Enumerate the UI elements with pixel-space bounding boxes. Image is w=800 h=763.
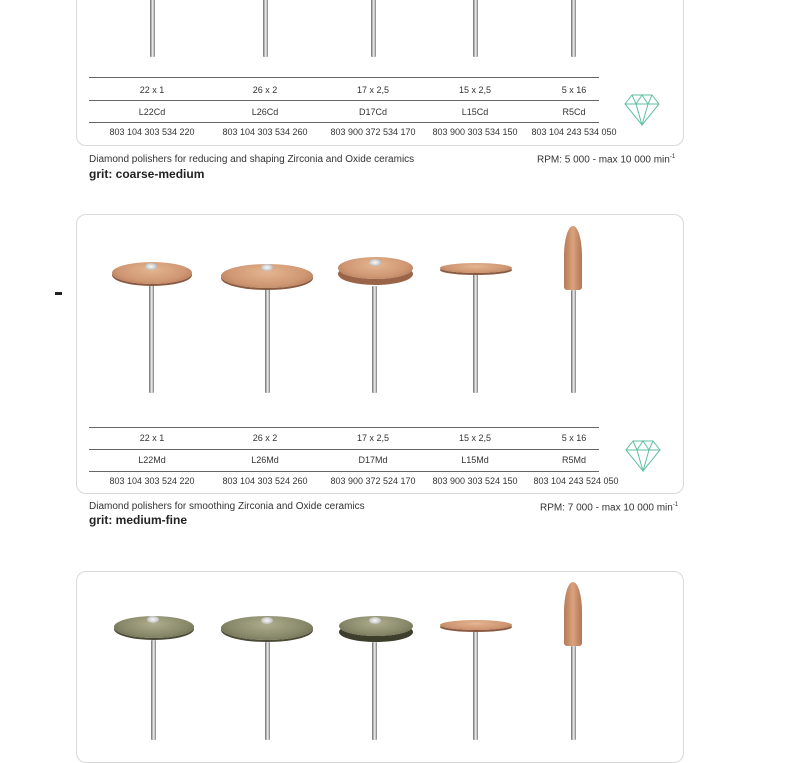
ref-cell: 803 104 243 534 050 (531, 127, 617, 137)
grit-label: grit: medium-fine (89, 513, 187, 527)
size-cell: 5 x 16 (561, 85, 587, 95)
tool-shank (473, 630, 478, 740)
size-cell: 15 x 2,5 (458, 85, 492, 95)
polisher-point (564, 582, 582, 646)
code-cell: L15Md (461, 455, 489, 465)
tool-shank (473, 274, 478, 393)
table-rule (89, 471, 599, 472)
grit-label: grit: coarse-medium (89, 167, 205, 181)
code-cell: R5Md (561, 455, 586, 465)
code-cell: D17Md (358, 455, 388, 465)
size-cell: 5 x 16 (561, 433, 587, 443)
diamond-icon (624, 94, 660, 126)
ref-cell: 803 900 303 524 150 (432, 476, 518, 486)
tool-shank (151, 640, 156, 740)
table-rule (89, 427, 599, 428)
code-cell: R5Cd (562, 107, 586, 117)
product-panel-coarse-medium (76, 0, 684, 146)
polisher-point (564, 226, 582, 290)
mandrel-screw (369, 617, 381, 624)
mandrel-screw (145, 263, 157, 270)
size-cell: 26 x 2 (252, 85, 278, 95)
ref-cell: 803 104 303 534 260 (222, 127, 308, 137)
ref-cell: 803 104 303 534 220 (109, 127, 195, 137)
polisher-cup (440, 620, 512, 630)
tool-shank (473, 0, 478, 57)
tool-shank (372, 642, 377, 740)
code-cell: D17Cd (358, 107, 387, 117)
rpm-label: RPM: 7 000 - max 10 000 $\min^{-1}$ (540, 502, 679, 514)
table-rule (89, 77, 599, 78)
code-cell: L22Cd (138, 107, 166, 117)
ref-cell: 803 104 303 524 220 (109, 476, 195, 486)
margin-mark (55, 292, 62, 295)
ref-cell: 803 104 303 524 260 (222, 476, 308, 486)
tool-shank (372, 286, 377, 393)
tool-shank (371, 0, 376, 57)
ref-cell: 803 900 303 534 150 (432, 127, 518, 137)
diamond-icon (625, 440, 661, 472)
table-rule (89, 449, 599, 450)
table-rule (89, 100, 599, 101)
ref-cell: 803 900 372 534 170 (330, 127, 416, 137)
ref-cell: 803 900 372 524 170 (330, 476, 416, 486)
code-cell: L22Md (138, 455, 166, 465)
code-cell: L26Md (251, 455, 279, 465)
rpm-label: RPM: 5 000 - max 10 000 $\min^{-1}$ (537, 154, 676, 166)
code-cell: L15Cd (461, 107, 489, 117)
size-cell: 22 x 1 (139, 433, 165, 443)
tool-shank (571, 0, 576, 57)
mandrel-screw (261, 617, 273, 624)
mandrel-screw (147, 616, 159, 623)
product-panel-fine (76, 571, 684, 763)
code-cell: L26Cd (251, 107, 279, 117)
ref-cell: 803 104 243 524 050 (533, 476, 619, 486)
size-cell: 26 x 2 (252, 433, 278, 443)
tool-shank (571, 290, 576, 393)
size-cell: 17 x 2,5 (356, 433, 390, 443)
table-rule (89, 122, 599, 123)
tool-shank (265, 288, 270, 393)
tool-shank (263, 0, 268, 57)
mandrel-screw (261, 264, 273, 271)
mandrel-screw (369, 259, 381, 266)
section-description: Diamond polishers for reducing and shaping Zirconia and Oxide ceramics (89, 154, 415, 165)
polisher-cup (440, 263, 512, 273)
tool-shank (150, 0, 155, 57)
tool-shank (571, 646, 576, 740)
tool-shank (265, 642, 270, 740)
product-panel-medium-fine (76, 214, 684, 494)
size-cell: 22 x 1 (139, 85, 165, 95)
tool-shank (149, 285, 154, 393)
size-cell: 15 x 2,5 (458, 433, 492, 443)
size-cell: 17 x 2,5 (356, 85, 390, 95)
section-description: Diamond polishers for smoothing Zirconia and Oxide ceramics (89, 501, 365, 512)
